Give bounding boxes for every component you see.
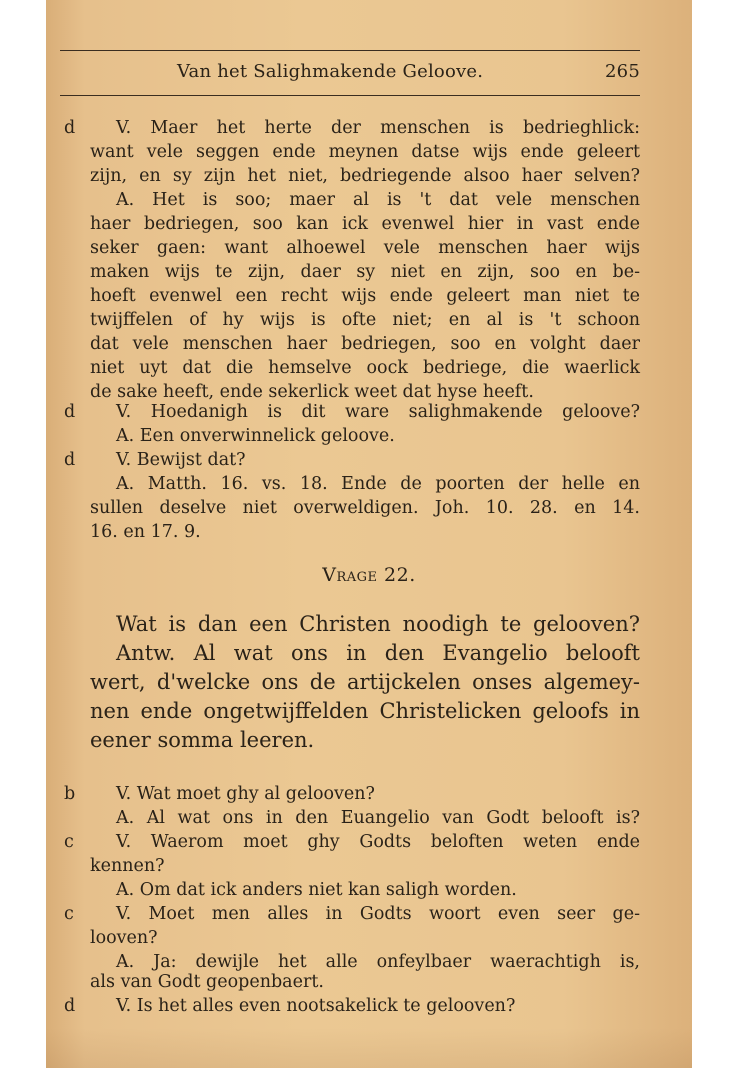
text-line: A. Al wat ons in den Euangelio van Godt belooft is? — [116, 808, 640, 828]
text-line: A. Om dat ick anders niet kan saligh worden. — [116, 880, 517, 900]
text-line: V. Hoedanigh is dit ware salighmakende geloove? — [116, 402, 640, 422]
text-line: V. Wat moet ghy al gelooven? — [116, 784, 375, 804]
margin-mark: d — [64, 118, 76, 138]
text-line: haer bedriegen, soo kan ick evenwel hier in vast ende — [90, 214, 640, 234]
text-line: hoeft evenwel een recht wijs ende geleert man niet te — [90, 286, 640, 306]
header-bottom-rule — [60, 95, 640, 96]
text-line: V. Maer het herte der menschen is bedrieghlick: — [116, 118, 640, 138]
page-number: 265 — [605, 61, 640, 82]
text-line: sullen deselve niet overweldigen. Joh. 10. 28. en 14. — [90, 498, 640, 518]
text-line: seker gaen: want alhoewel vele menschen haer wijs — [90, 238, 640, 258]
margin-mark: c — [64, 904, 74, 924]
text-line: looven? — [90, 928, 158, 948]
running-header — [60, 61, 640, 87]
text-line: V. Is het alles even nootsakelick te gelooven? — [116, 996, 516, 1016]
text-line: V. Waerom moet ghy Godts beloften weten ende — [116, 832, 640, 852]
header-top-rule — [60, 50, 640, 51]
margin-mark: d — [64, 402, 76, 422]
margin-mark: c — [64, 832, 74, 852]
answer-text: eener somma leeren. — [90, 728, 315, 752]
margin-mark: b — [64, 784, 76, 804]
text-line: A. Matth. 16. vs. 18. Ende de poorten der helle en — [116, 474, 640, 494]
text-line: twijffelen of hy wijs is ofte niet; en al is 't schoon — [90, 310, 640, 330]
running-title: Van het Salighmakende Geloove. — [177, 61, 484, 82]
answer-text: Antw. Al wat ons in den Evangelio belooft — [116, 641, 640, 665]
text-line: V. Moet men alles in Godts woort even seer ge- — [116, 904, 640, 924]
text-line: A. Het is soo; maer al is 't dat vele menschen — [116, 190, 640, 210]
margin-mark: d — [64, 996, 76, 1016]
text-line: de sake heeft, ende sekerlick weet dat hyse heeft. — [90, 382, 534, 402]
text-line: A. Een onverwinnelick geloove. — [116, 426, 395, 446]
question-heading: Vrage 22. — [322, 564, 416, 586]
text-line: dat vele menschen haer bedriegen, soo en volght daer — [90, 334, 640, 354]
text-line: niet uyt dat die hemselve oock bedriege, die waerlick — [90, 358, 640, 378]
text-line: A. Ja: dewijle het alle onfeylbaer waerachtigh is, — [116, 952, 640, 972]
text-line: V. Bewijst dat? — [116, 450, 246, 470]
text-line: want vele seggen ende meynen datse wijs ende geleert — [90, 142, 640, 162]
question-text: Wat is dan een Christen noodigh te gelooven? — [116, 612, 640, 636]
margin-mark: d — [64, 450, 76, 470]
answer-text: nen ende ongetwijffelden Christelicken geloofs in — [90, 699, 640, 723]
text-line: als van Godt geopenbaert. — [90, 972, 324, 992]
text-line: maken wijs te zijn, daer sy niet en zijn, soo en be- — [90, 262, 640, 282]
answer-text: wert, d'welcke ons de artijckelen onses algemey- — [90, 670, 640, 694]
text-line: kennen? — [90, 856, 165, 876]
text-line: 16. en 17. 9. — [90, 522, 201, 542]
text-line: zijn, en sy zijn het niet, bedriegende alsoo haer selven? — [90, 166, 640, 186]
